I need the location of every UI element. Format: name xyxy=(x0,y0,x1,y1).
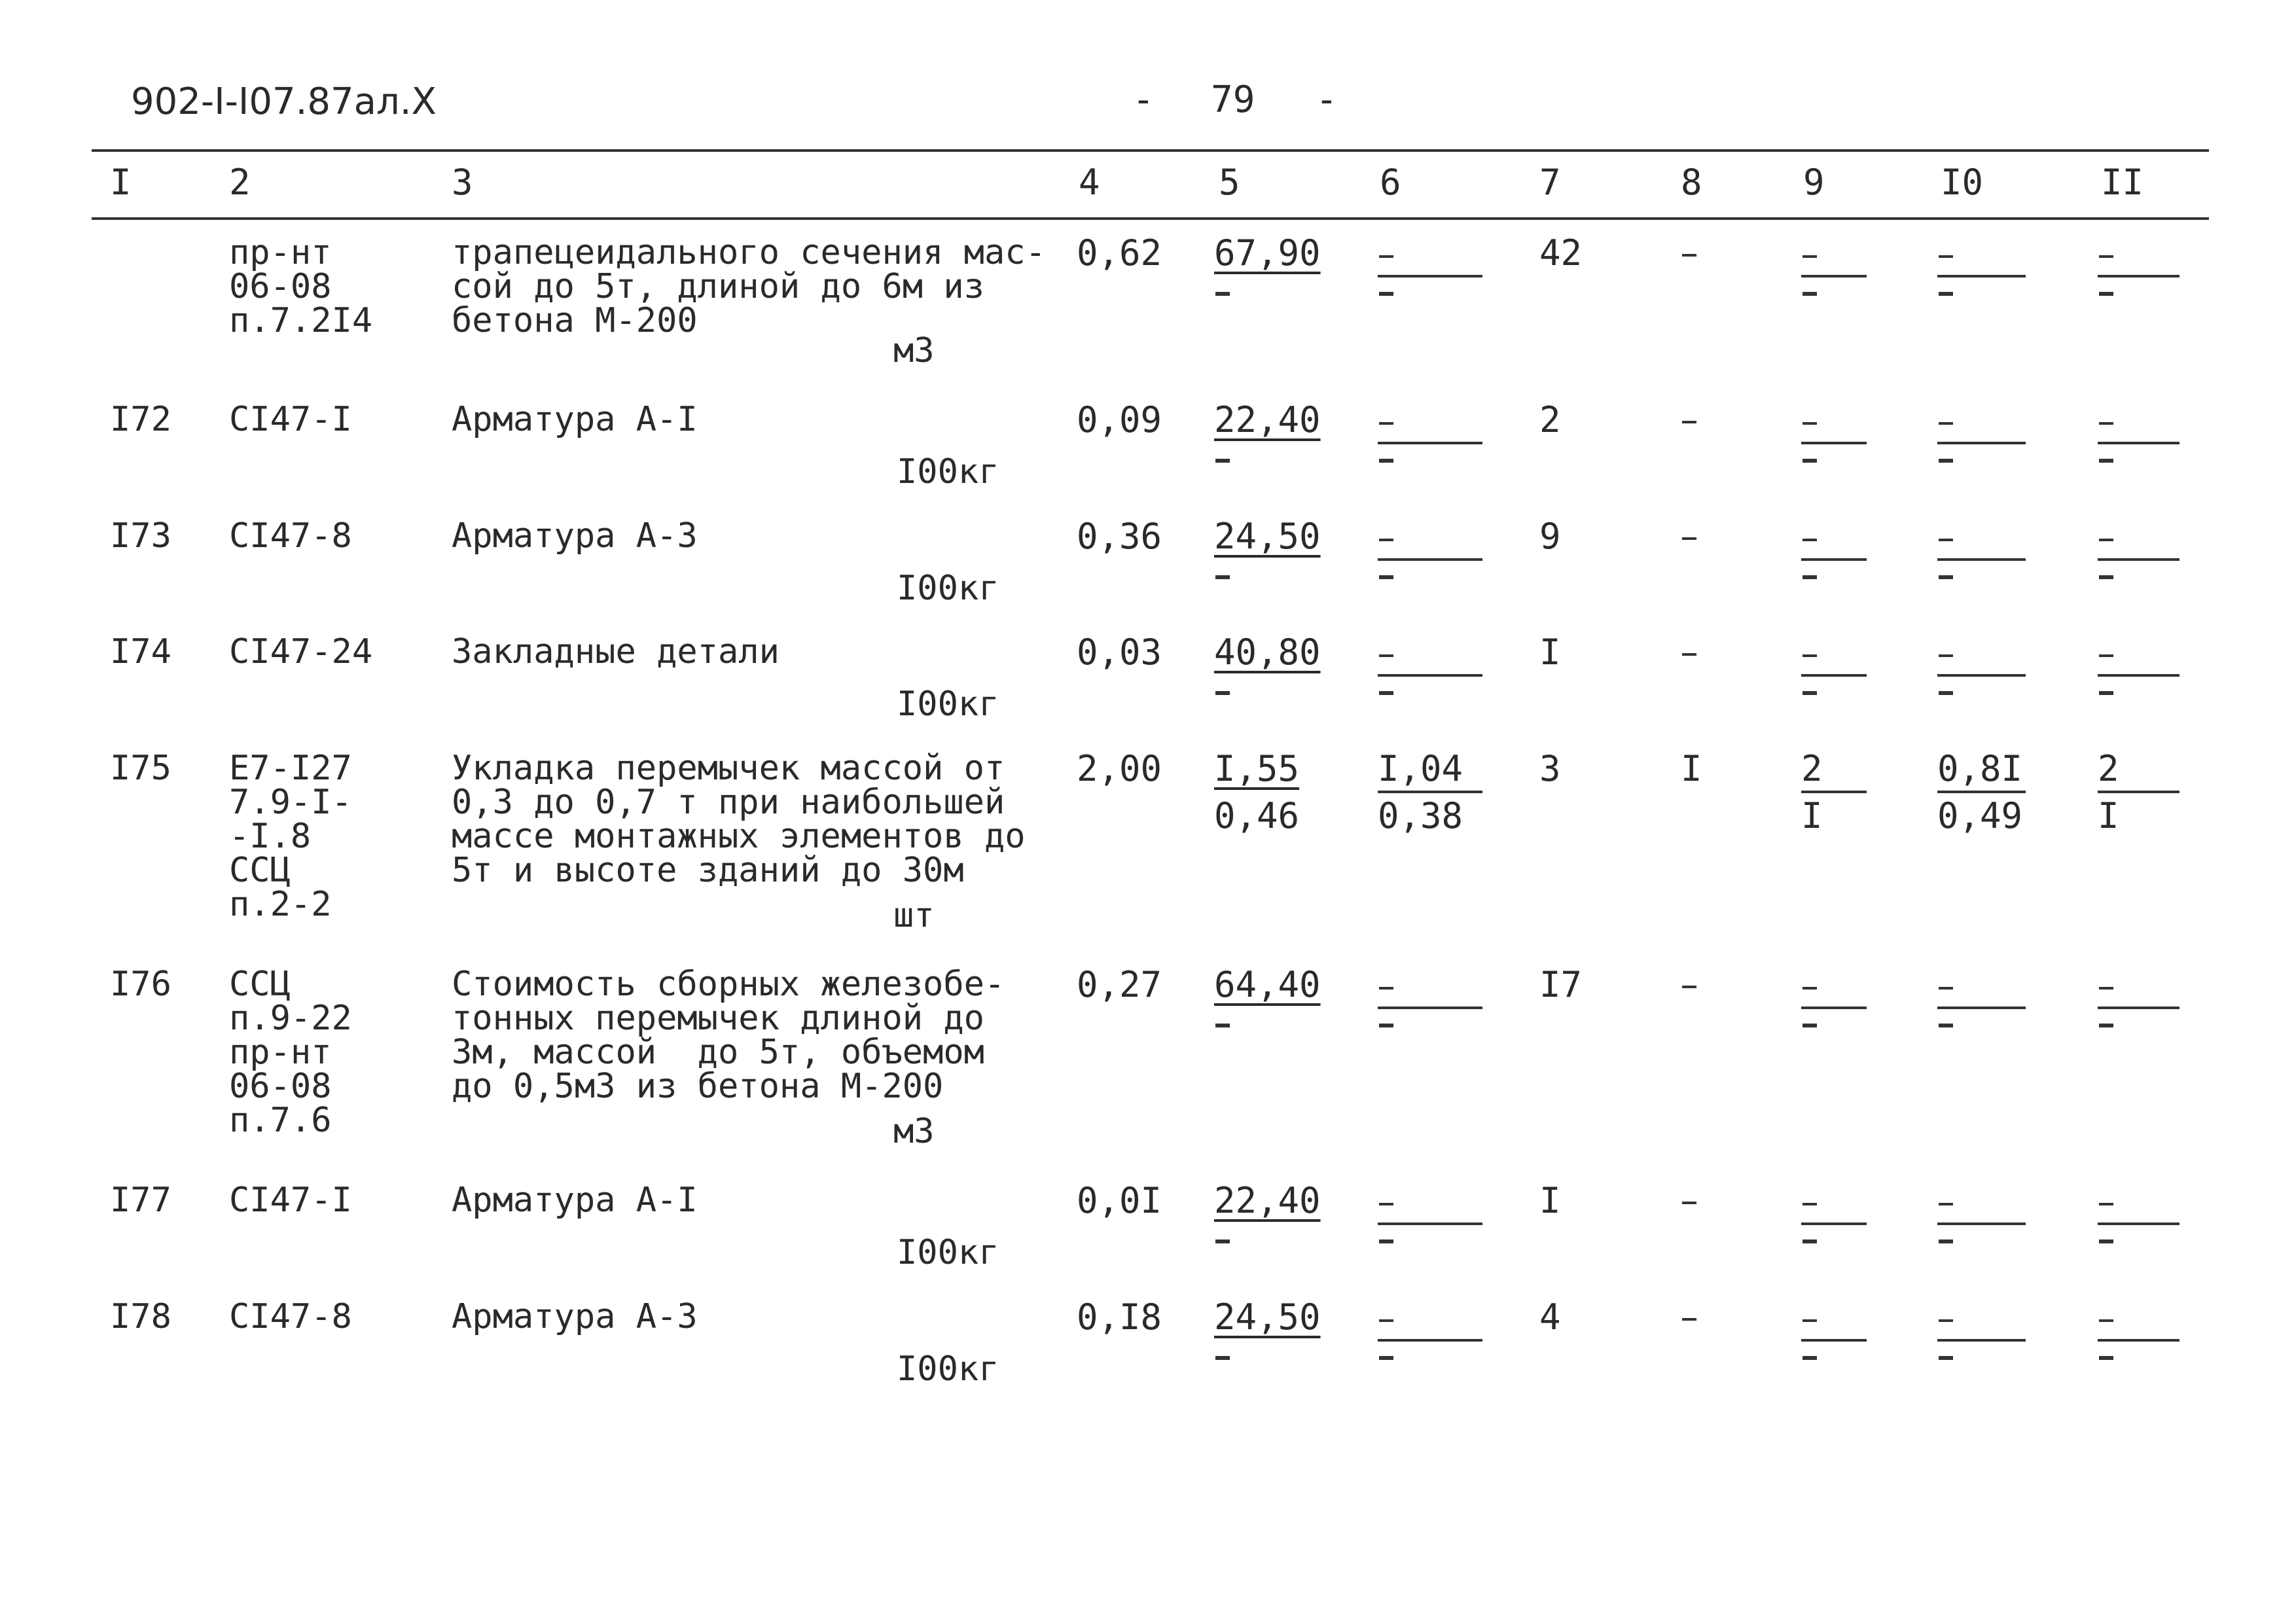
row-c10-bottom-dash xyxy=(1939,1356,1953,1360)
row-col8-dash xyxy=(1682,537,1696,540)
row-unit: I00кг xyxy=(897,685,999,724)
row-unit: I00кг xyxy=(897,1233,999,1272)
row-c11-top-dash xyxy=(2099,987,2113,990)
column-header-1: I xyxy=(110,162,132,203)
row-c11-bottom-dash xyxy=(2099,292,2113,296)
column-header-10: I0 xyxy=(1941,162,1984,203)
row-c9-top-dash xyxy=(1803,255,1817,258)
row-col5-top: 64,40 xyxy=(1214,964,1321,1005)
row-c11-fraction-line xyxy=(2098,1339,2179,1342)
row-c9-bottom-dash xyxy=(1803,691,1817,695)
row-c6-bottom-dash xyxy=(1379,1024,1393,1027)
row-col5-top: 24,50 xyxy=(1214,1296,1321,1338)
row-c9-bottom-dash xyxy=(1803,1024,1817,1027)
row-quantity: 2,00 xyxy=(1077,748,1162,789)
row-c9-bottom-dash xyxy=(1803,1356,1817,1360)
row-c11-bottom: I xyxy=(2098,795,2119,836)
row-col8-dash xyxy=(1682,254,1696,257)
row-c11-fraction-line xyxy=(2098,674,2179,677)
row-col7: 4 xyxy=(1539,1296,1561,1338)
row-code: ССЦ п.9-22 пр-нт 06-08 п.7.6 xyxy=(229,965,352,1140)
row-c11-bottom-dash xyxy=(2099,691,2113,695)
row-c6-bottom-dash xyxy=(1379,1240,1393,1243)
row-col5-bottom-dash xyxy=(1215,1024,1230,1027)
column-header-11: II xyxy=(2101,162,2144,203)
table-header-rule xyxy=(92,217,2209,220)
row-c9-top-dash xyxy=(1803,422,1817,425)
row-description: Арматура А-I xyxy=(452,400,698,439)
row-description: Арматура А-I xyxy=(452,1181,698,1220)
row-c9-bottom-dash xyxy=(1803,1240,1817,1243)
row-c6-top: I,04 xyxy=(1378,748,1463,789)
row-c10-bottom-dash xyxy=(1939,1240,1953,1243)
row-col8-dash xyxy=(1682,986,1696,988)
row-c11-bottom-dash xyxy=(2099,459,2113,463)
row-c6-top-dash xyxy=(1379,422,1393,425)
page-number-dash-right: - xyxy=(1316,79,1338,121)
row-c6-bottom-dash xyxy=(1379,1356,1393,1360)
row-c10-bottom: 0,49 xyxy=(1937,795,2023,836)
row-c10-fraction-line xyxy=(1937,674,2026,677)
row-c9-fraction-line xyxy=(1801,1222,1867,1225)
page-number-dash-left: - xyxy=(1132,79,1155,121)
row-c11-bottom-dash xyxy=(2099,1024,2113,1027)
row-c6-top-dash xyxy=(1379,255,1393,258)
row-c11-fraction-line xyxy=(2098,442,2179,444)
table-top-rule xyxy=(92,149,2209,152)
row-quantity: 0,0I xyxy=(1077,1180,1162,1221)
row-c6-bottom-dash xyxy=(1379,575,1393,579)
row-quantity: 0,36 xyxy=(1077,516,1162,557)
row-c9-top-dash xyxy=(1803,654,1817,657)
row-c10-bottom-dash xyxy=(1939,691,1953,695)
row-unit: м3 xyxy=(893,1112,935,1151)
row-c10-fraction-line xyxy=(1937,1007,2026,1009)
row-c11-top-dash xyxy=(2099,1319,2113,1322)
row-c6-bottom-dash xyxy=(1379,292,1393,296)
row-c9-fraction-line xyxy=(1801,442,1867,444)
row-c11-bottom-dash xyxy=(2099,1240,2113,1243)
row-c6-top-dash xyxy=(1379,539,1393,541)
row-code: CI47-8 xyxy=(229,1297,352,1336)
row-col7: I xyxy=(1539,1180,1561,1221)
row-quantity: 0,09 xyxy=(1077,399,1162,440)
row-quantity: 0,I8 xyxy=(1077,1296,1162,1338)
row-c11-top: 2 xyxy=(2098,748,2119,789)
column-header-9: 9 xyxy=(1803,162,1825,203)
row-c10-bottom-dash xyxy=(1939,292,1953,296)
row-c11-bottom-dash xyxy=(2099,1356,2113,1360)
row-c9-fraction-line xyxy=(1801,674,1867,677)
row-c9-bottom: I xyxy=(1801,795,1823,836)
row-c10-top-dash xyxy=(1939,654,1953,657)
row-c10-top-dash xyxy=(1939,539,1953,541)
row-col5-top: 22,40 xyxy=(1214,399,1321,440)
column-header-5: 5 xyxy=(1219,162,1240,203)
row-number: I78 xyxy=(110,1297,171,1336)
row-c10-top: 0,8I xyxy=(1937,748,2023,789)
row-c6-bottom: 0,38 xyxy=(1378,795,1463,836)
row-c11-top-dash xyxy=(2099,422,2113,425)
row-c11-top-dash xyxy=(2099,539,2113,541)
row-col5-bottom-dash xyxy=(1215,1356,1230,1360)
row-col8-dash xyxy=(1682,1202,1696,1204)
row-unit: I00кг xyxy=(897,569,999,608)
row-col5-bottom-dash xyxy=(1215,691,1230,695)
row-c11-top-dash xyxy=(2099,255,2113,258)
row-quantity: 0,62 xyxy=(1077,232,1162,274)
row-c9-top-dash xyxy=(1803,987,1817,990)
row-c9-fraction-line xyxy=(1801,1339,1867,1342)
row-col5-top: 67,90 xyxy=(1214,232,1321,274)
row-c10-bottom-dash xyxy=(1939,459,1953,463)
row-col7: I7 xyxy=(1539,964,1583,1005)
row-c6-top-dash xyxy=(1379,1203,1393,1205)
row-c9-bottom-dash xyxy=(1803,575,1817,579)
row-c9-top: 2 xyxy=(1801,748,1823,789)
row-c10-bottom-dash xyxy=(1939,575,1953,579)
column-header-3: 3 xyxy=(452,162,473,203)
row-c10-fraction-line xyxy=(1937,558,2026,561)
row-unit: I00кг xyxy=(897,1349,999,1389)
row-code: CI47-I xyxy=(229,400,352,439)
row-col5-top: 24,50 xyxy=(1214,516,1321,557)
column-header-2: 2 xyxy=(229,162,251,203)
row-description: трапецеидального сечения мас- сой до 5т, длиной до 6м из бетона М-200 xyxy=(452,233,1046,340)
row-c6-fraction-line xyxy=(1378,275,1482,277)
row-number: I73 xyxy=(110,516,171,556)
row-col5-top: 22,40 xyxy=(1214,1180,1321,1221)
row-description: Арматура А-3 xyxy=(452,1297,698,1336)
row-code: E7-I27 7.9-I- -I.8 ССЦ п.2-2 xyxy=(229,749,352,924)
row-col7: I xyxy=(1539,632,1561,673)
row-c6-top-dash xyxy=(1379,1319,1393,1322)
row-c11-fraction-line xyxy=(2098,1007,2179,1009)
row-c10-fraction-line xyxy=(1937,442,2026,444)
row-c6-fraction-line xyxy=(1378,1339,1482,1342)
row-unit: I00кг xyxy=(897,452,999,491)
row-c10-top-dash xyxy=(1939,255,1953,258)
row-description: Стоимость сборных железобе- тонных перемычек длиной до 3м, массой до 5т, объемом до 0,5м3 из бетона М-200 xyxy=(452,965,1005,1106)
row-description: Укладка перемычек массой от 0,3 до 0,7 т при наибольшей массе монтажных элементов до 5т и высоте зданий до 30м xyxy=(452,749,1026,890)
row-col7: 42 xyxy=(1539,232,1583,274)
row-c11-fraction-line xyxy=(2098,791,2179,793)
row-c9-fraction-line xyxy=(1801,275,1867,277)
row-c9-fraction-line xyxy=(1801,1007,1867,1009)
row-col5-bottom-dash xyxy=(1215,1240,1230,1243)
row-description: Закладные детали xyxy=(452,632,780,671)
row-c6-fraction-line xyxy=(1378,791,1482,793)
row-c10-top-dash xyxy=(1939,422,1953,425)
row-code: CI47-I xyxy=(229,1181,352,1220)
row-quantity: 0,27 xyxy=(1077,964,1162,1005)
column-header-4: 4 xyxy=(1079,162,1100,203)
row-c6-fraction-line xyxy=(1378,1007,1482,1009)
row-col5-top: 40,80 xyxy=(1214,632,1321,673)
row-c9-top-dash xyxy=(1803,539,1817,541)
row-c9-bottom-dash xyxy=(1803,459,1817,463)
row-code: пр-нт 06-08 п.7.2I4 xyxy=(229,233,373,340)
row-c9-top-dash xyxy=(1803,1319,1817,1322)
row-c10-fraction-line xyxy=(1937,791,2026,793)
row-c11-fraction-line xyxy=(2098,275,2179,277)
row-col8: I xyxy=(1681,748,1702,789)
row-c9-fraction-line xyxy=(1801,791,1867,793)
column-header-6: 6 xyxy=(1380,162,1401,203)
row-c11-fraction-line xyxy=(2098,1222,2179,1225)
row-c6-fraction-line xyxy=(1378,674,1482,677)
column-header-8: 8 xyxy=(1681,162,1702,203)
row-c6-bottom-dash xyxy=(1379,459,1393,463)
row-c10-bottom-dash xyxy=(1939,1024,1953,1027)
row-number: I77 xyxy=(110,1181,171,1220)
row-c6-fraction-line xyxy=(1378,442,1482,444)
row-number: I76 xyxy=(110,965,171,1004)
row-quantity: 0,03 xyxy=(1077,632,1162,673)
row-col8-dash xyxy=(1682,653,1696,656)
row-c9-top-dash xyxy=(1803,1203,1817,1205)
row-col5-top: I,55 xyxy=(1214,748,1300,789)
page-number: 79 xyxy=(1211,79,1255,121)
row-c6-top-dash xyxy=(1379,987,1393,990)
row-c10-fraction-line xyxy=(1937,275,2026,277)
row-c9-bottom-dash xyxy=(1803,292,1817,296)
row-col5-bottom-dash xyxy=(1215,459,1230,463)
row-c10-top-dash xyxy=(1939,1203,1953,1205)
row-code: CI47-8 xyxy=(229,516,352,556)
row-c10-top-dash xyxy=(1939,1319,1953,1322)
row-number: I75 xyxy=(110,749,171,788)
row-c10-top-dash xyxy=(1939,987,1953,990)
row-c9-fraction-line xyxy=(1801,558,1867,561)
row-c6-fraction-line xyxy=(1378,1222,1482,1225)
document-code: 902-I-I07.87ал.X xyxy=(131,80,437,123)
row-unit: м3 xyxy=(893,331,935,370)
row-col5-bottom: 0,46 xyxy=(1214,795,1300,836)
row-c11-fraction-line xyxy=(2098,558,2179,561)
row-col7: 2 xyxy=(1539,399,1561,440)
row-col5-bottom-dash xyxy=(1215,292,1230,296)
row-col5-bottom-dash xyxy=(1215,575,1230,579)
row-c6-top-dash xyxy=(1379,654,1393,657)
row-col7: 3 xyxy=(1539,748,1561,789)
column-header-7: 7 xyxy=(1539,162,1561,203)
row-c6-bottom-dash xyxy=(1379,691,1393,695)
row-c6-fraction-line xyxy=(1378,558,1482,561)
row-unit: шт xyxy=(893,896,935,935)
row-c11-top-dash xyxy=(2099,654,2113,657)
row-c10-fraction-line xyxy=(1937,1222,2026,1225)
row-c10-fraction-line xyxy=(1937,1339,2026,1342)
row-col8-dash xyxy=(1682,421,1696,423)
row-number: I72 xyxy=(110,400,171,439)
row-c11-bottom-dash xyxy=(2099,575,2113,579)
row-col8-dash xyxy=(1682,1318,1696,1321)
row-number: I74 xyxy=(110,632,171,671)
row-c11-top-dash xyxy=(2099,1203,2113,1205)
row-code: CI47-24 xyxy=(229,632,373,671)
row-description: Арматура А-3 xyxy=(452,516,698,556)
row-col7: 9 xyxy=(1539,516,1561,557)
